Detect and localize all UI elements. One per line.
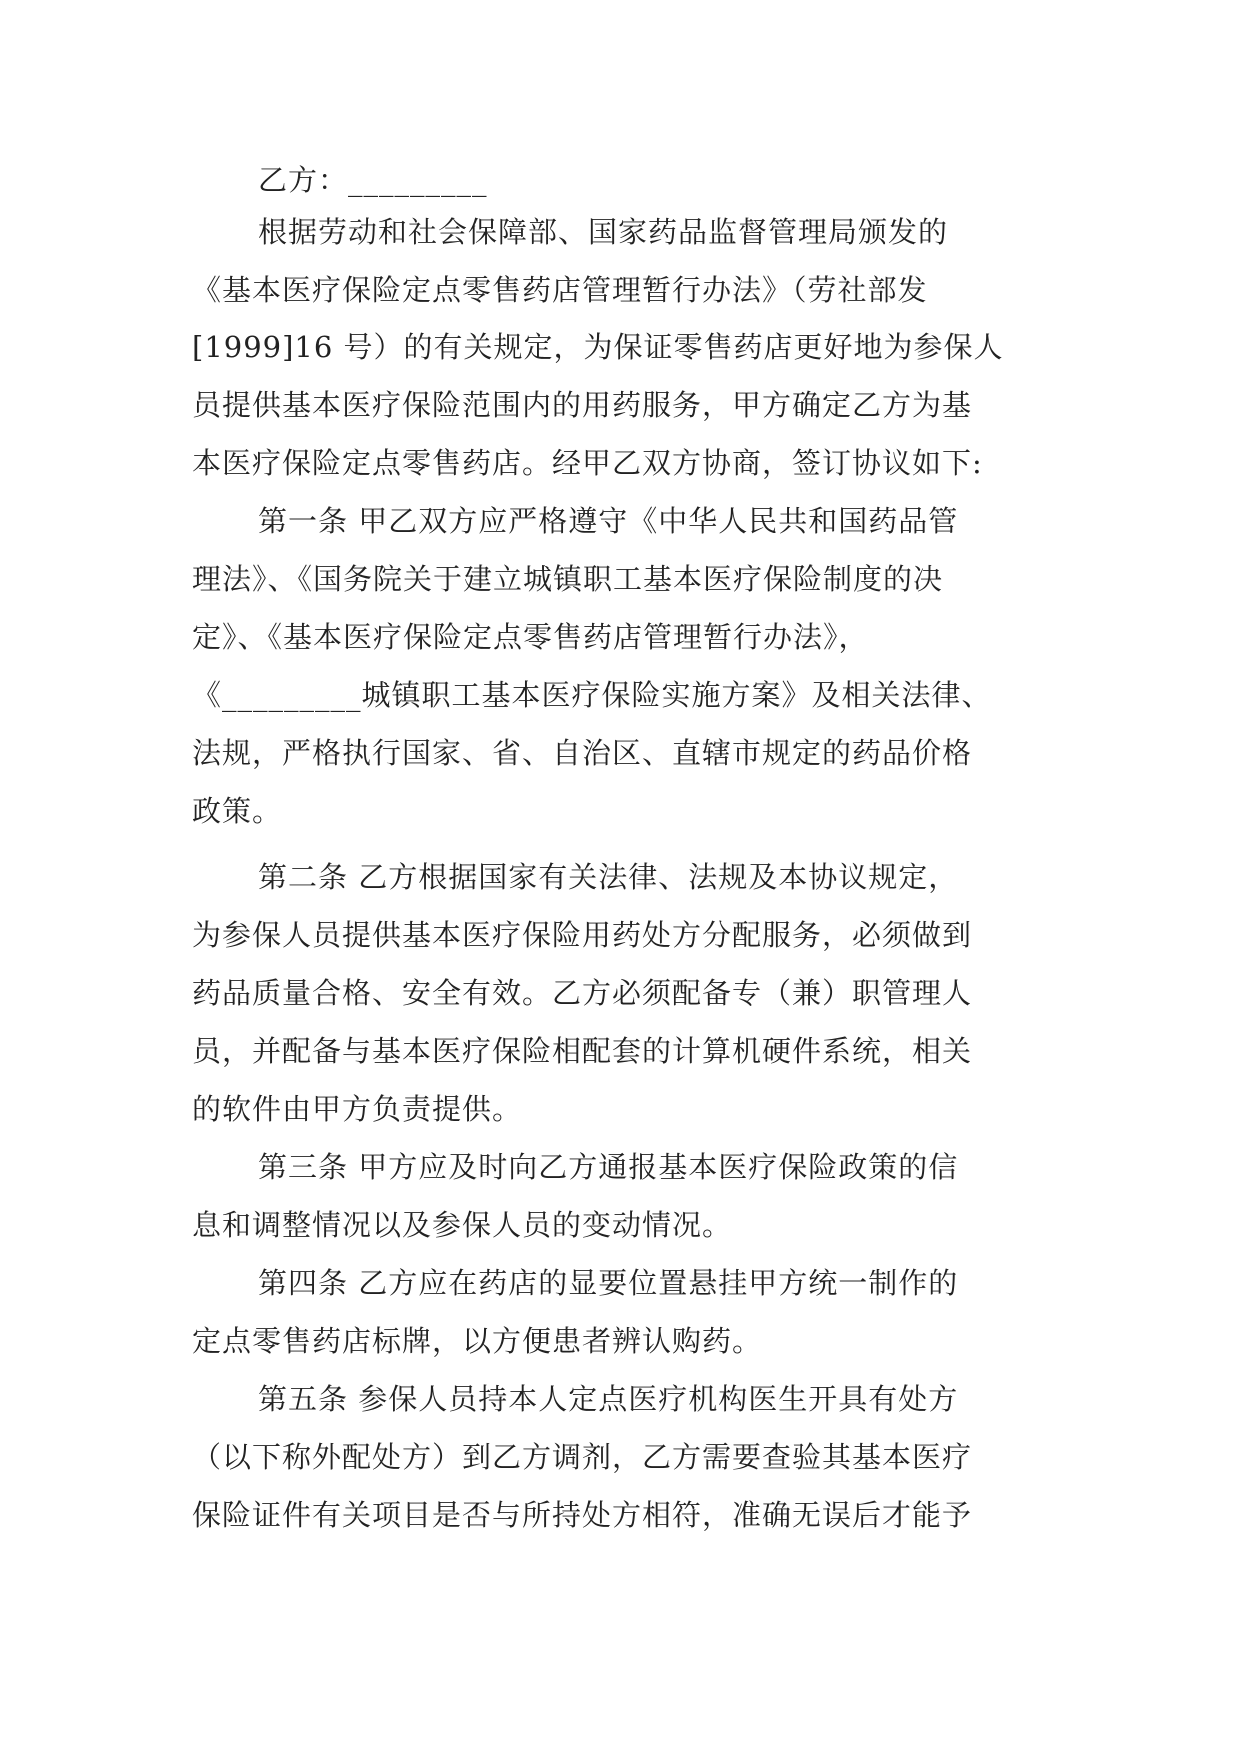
article-5-line-3: 保险证件有关项目是否与所持处方相符，准确无误后才能予	[192, 1498, 973, 1532]
article-2-line-2: 为参保人员提供基本医疗保险用药处方分配服务，必须做到	[192, 918, 973, 952]
article-5-line-1: 第五条 参保人员持本人定点医疗机构医生开具有处方	[258, 1382, 959, 1416]
preamble-line-1: 根据劳动和社会保障部、国家药品监督管理局颁发的	[258, 215, 949, 249]
article-1-line-6: 政策。	[192, 794, 283, 828]
article-2-line-5: 的软件由甲方负责提供。	[192, 1092, 523, 1126]
article-1-line-1: 第一条 甲乙双方应严格遵守《中华人民共和国药品管	[258, 504, 959, 538]
preamble-line-2: 《基本医疗保险定点零售药店管理暂行办法》（劳社部发	[192, 273, 928, 307]
article-2-line-3: 药品质量合格、安全有效。乙方必须配备专（兼）职管理人	[192, 976, 973, 1010]
preamble-line-5: 本医疗保险定点零售药店。经甲乙双方协商，签订协议如下:	[192, 446, 983, 480]
article-4-line-2: 定点零售药店标牌，以方便患者辨认购药。	[192, 1324, 763, 1358]
preamble-line-3: [1999]16 号）的有关规定，为保证零售药店更好地为参保人	[192, 330, 1004, 364]
article-3-line-1: 第三条 甲方应及时向乙方通报基本医疗保险政策的信	[258, 1150, 959, 1184]
article-1-line-2: 理法》、《国务院关于建立城镇职工基本医疗保险制度的决	[192, 562, 944, 596]
article-1-line-4: 《_________城镇职工基本医疗保险实施方案》及相关法律、	[192, 678, 992, 712]
preamble-line-4: 员提供基本医疗保险范围内的用药服务，甲方确定乙方为基	[192, 388, 973, 422]
article-1-line-3: 定》、《基本医疗保险定点零售药店管理暂行办法》，	[192, 620, 869, 654]
article-2-line-4: 员，并配备与基本医疗保险相配套的计算机硬件系统，相关	[192, 1034, 973, 1068]
article-2-line-1: 第二条 乙方根据国家有关法律、法规及本协议规定，	[258, 860, 959, 894]
article-1-line-5: 法规，严格执行国家、省、自治区、直辖市规定的药品价格	[192, 736, 973, 770]
article-4-line-1: 第四条 乙方应在药店的显要位置悬挂甲方统一制作的	[258, 1266, 959, 1300]
party-b-line: 乙方：_________	[258, 163, 488, 197]
article-3-line-2: 息和调整情况以及参保人员的变动情况。	[192, 1208, 733, 1242]
article-5-line-2: （以下称外配处方）到乙方调剂，乙方需要查验其基本医疗	[192, 1440, 973, 1474]
